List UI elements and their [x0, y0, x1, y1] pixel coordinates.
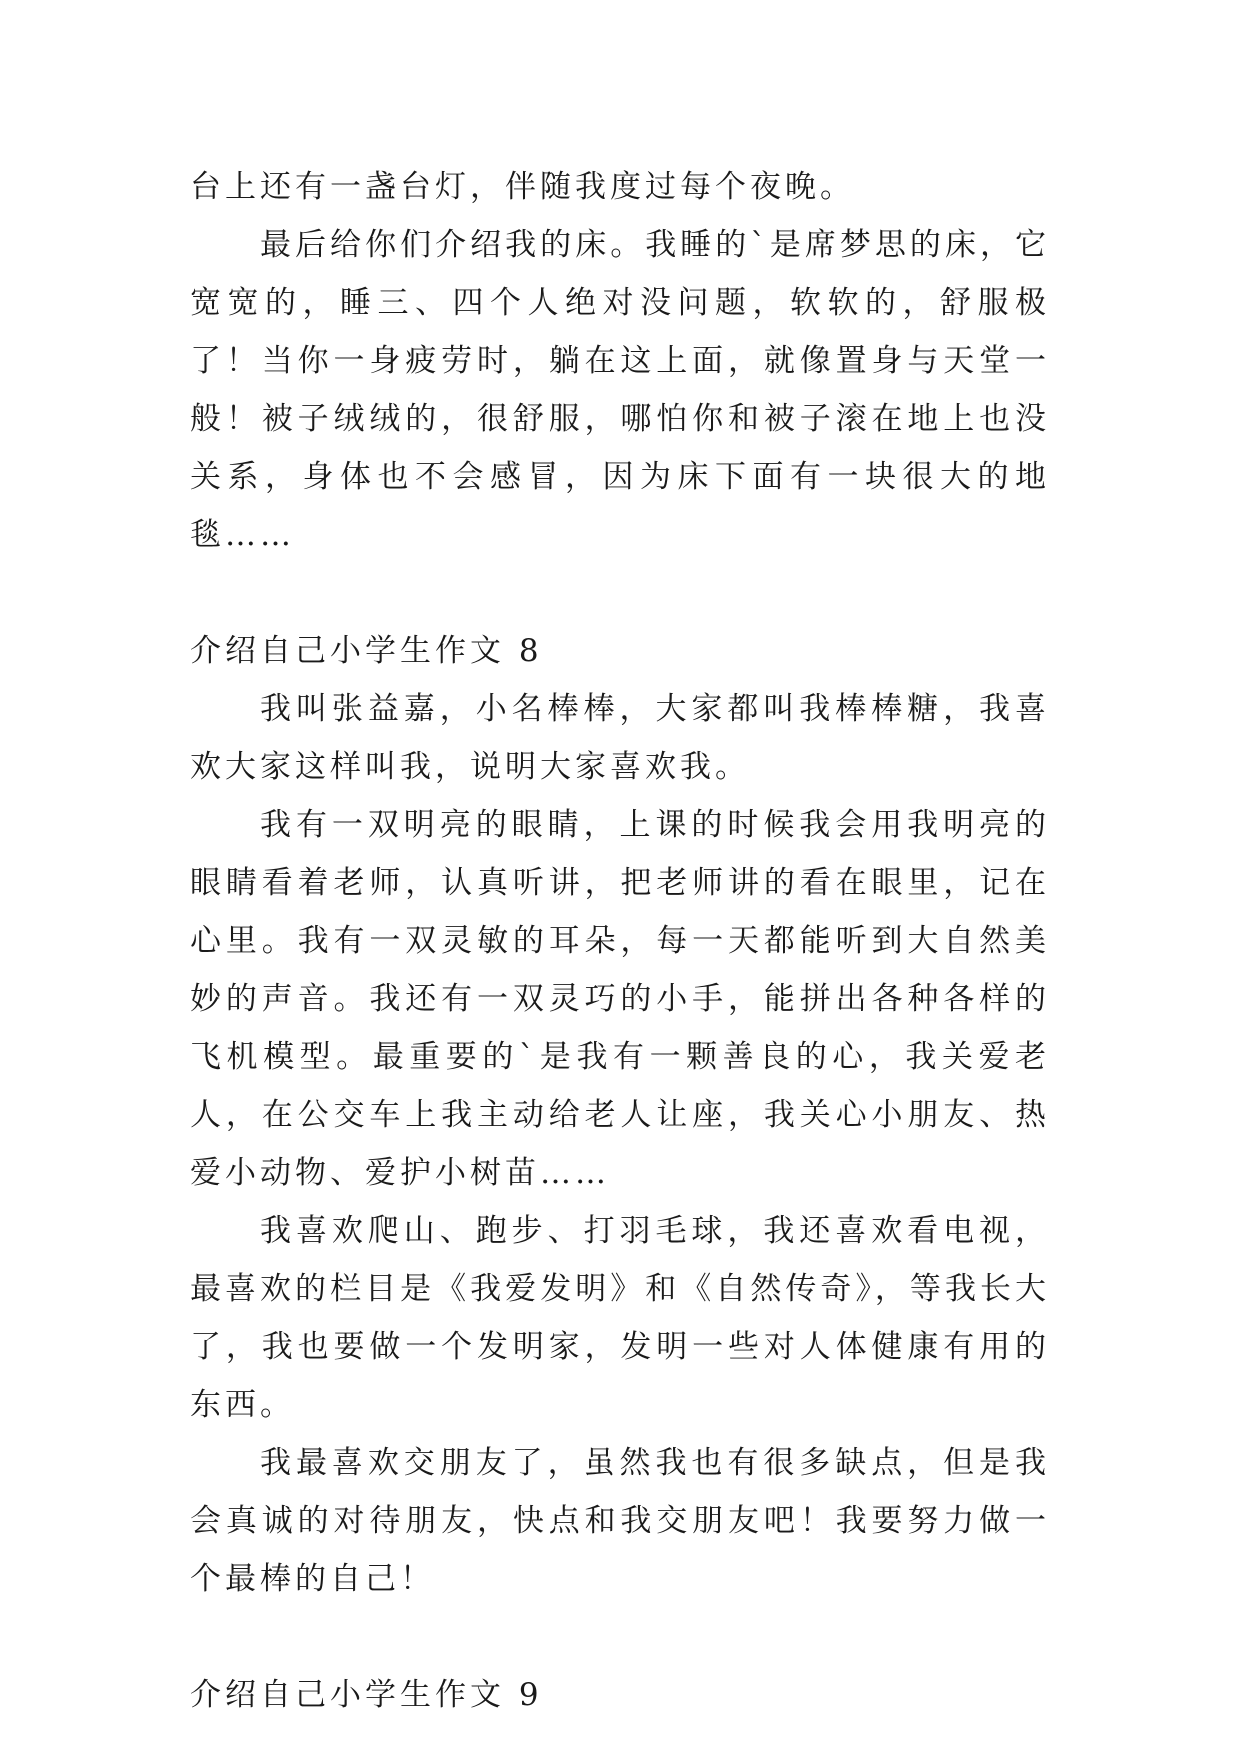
- section-heading-9: 介绍自己小学生作文 9: [190, 1677, 543, 1713]
- section-spacer: [190, 564, 1050, 622]
- paragraph-bed: 最后给你们介绍我的床。我睡的`是席梦思的床，它宽宽的，睡三、四个人绝对没问题，软软的，舒服极了！当你一身疲劳时，躺在这上面，就像置身与天堂一般！被子绒绒的，很舒服，哪怕你和被子滚在地上也没关系，身体也不会感冒，因为床下面有一块很大的地毯……: [190, 227, 1050, 553]
- paragraph-desk-lamp: 台上还有一盏台灯，伴随我度过每个夜晚。: [190, 169, 855, 205]
- paragraph-name: 我叫张益嘉，小名棒棒，大家都叫我棒棒糖，我喜欢大家这样叫我，说明大家喜欢我。: [190, 691, 1050, 785]
- section-heading-8: 介绍自己小学生作文 8: [190, 633, 543, 669]
- paragraph-eyes-ears-hands: 我有一双明亮的眼睛，上课的时候我会用我明亮的眼睛看着老师，认真听讲，把老师讲的看在眼里，记在心里。我有一双灵敏的耳朵，每一天都能听到大自然美妙的声音。我还有一双灵巧的小手，能拼出各种各样的飞机模型。最重要的`是我有一颗善良的心，我关爱老人，在公交车上我主动给老人让座，我关心小朋友、热爱小动物、爱护小树苗……: [190, 807, 1050, 1191]
- section-spacer: [190, 1608, 1050, 1666]
- paragraph-hobbies: 我喜欢爬山、跑步、打羽毛球，我还喜欢看电视，最喜欢的栏目是《我爱发明》和《自然传奇》，等我长大了，我也要做一个发明家，发明一些对人体健康有用的东西。: [190, 1213, 1050, 1423]
- paragraph-friends: 我最喜欢交朋友了，虽然我也有很多缺点，但是我会真诚的对待朋友，快点和我交朋友吧！我要努力做一个最棒的自己！: [190, 1445, 1050, 1597]
- document-page: [190, 158, 1050, 1724]
